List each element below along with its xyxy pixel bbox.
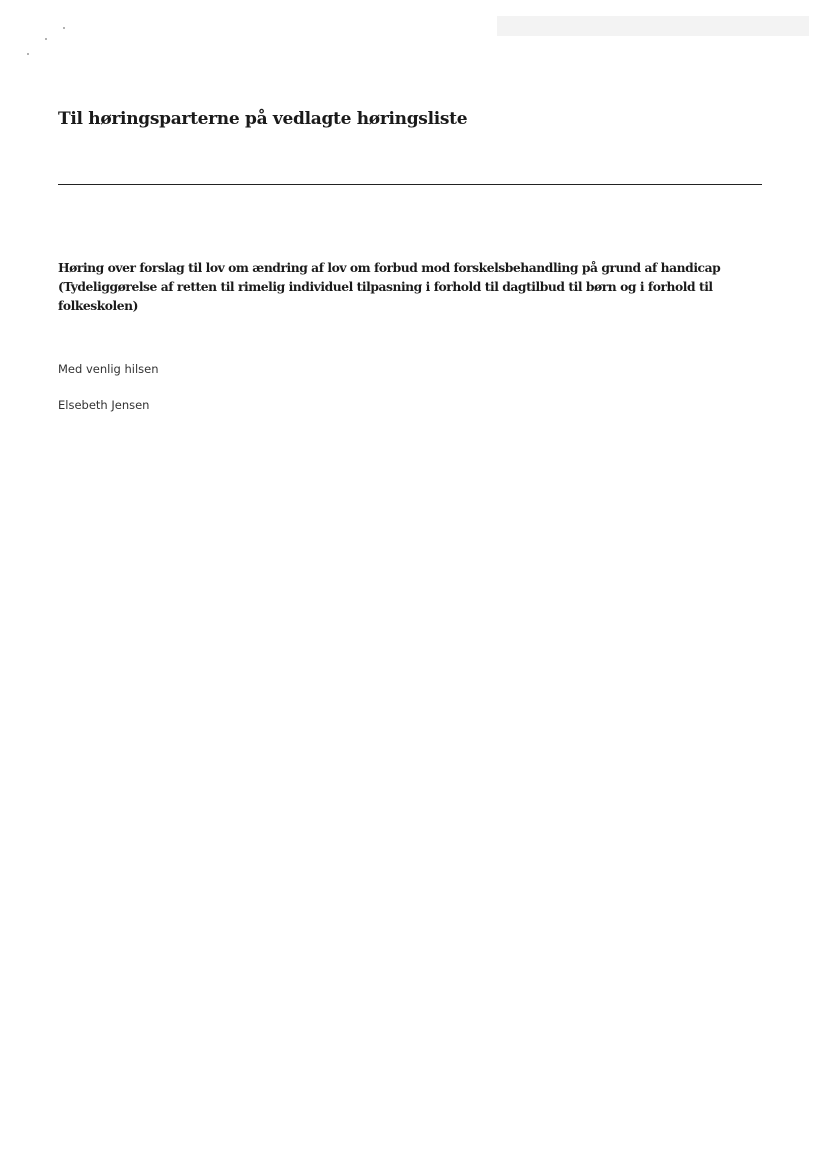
closing-salutation: Med venlig hilsen: [58, 362, 159, 376]
scan-artifact: [63, 27, 65, 29]
subject-line: Høring over forslag til lov om ændring af lov om forbud mod forskelsbehandling på grund af handicap: [58, 260, 721, 275]
subject-line: folkeskolen): [58, 298, 139, 313]
subject-heading: [58, 258, 764, 315]
scan-artifact: [45, 38, 47, 40]
addressee-heading: Til høringsparterne på vedlagte høringsliste: [58, 109, 468, 129]
divider-line: [58, 184, 762, 185]
scan-artifact: [497, 16, 809, 36]
subject-line: (Tydeliggørelse af retten til rimelig individuel tilpasning i forhold til dagtilbud til børn og i forhold til: [58, 279, 713, 294]
scan-artifact: [27, 53, 29, 55]
signer-name: Elsebeth Jensen: [58, 398, 150, 412]
